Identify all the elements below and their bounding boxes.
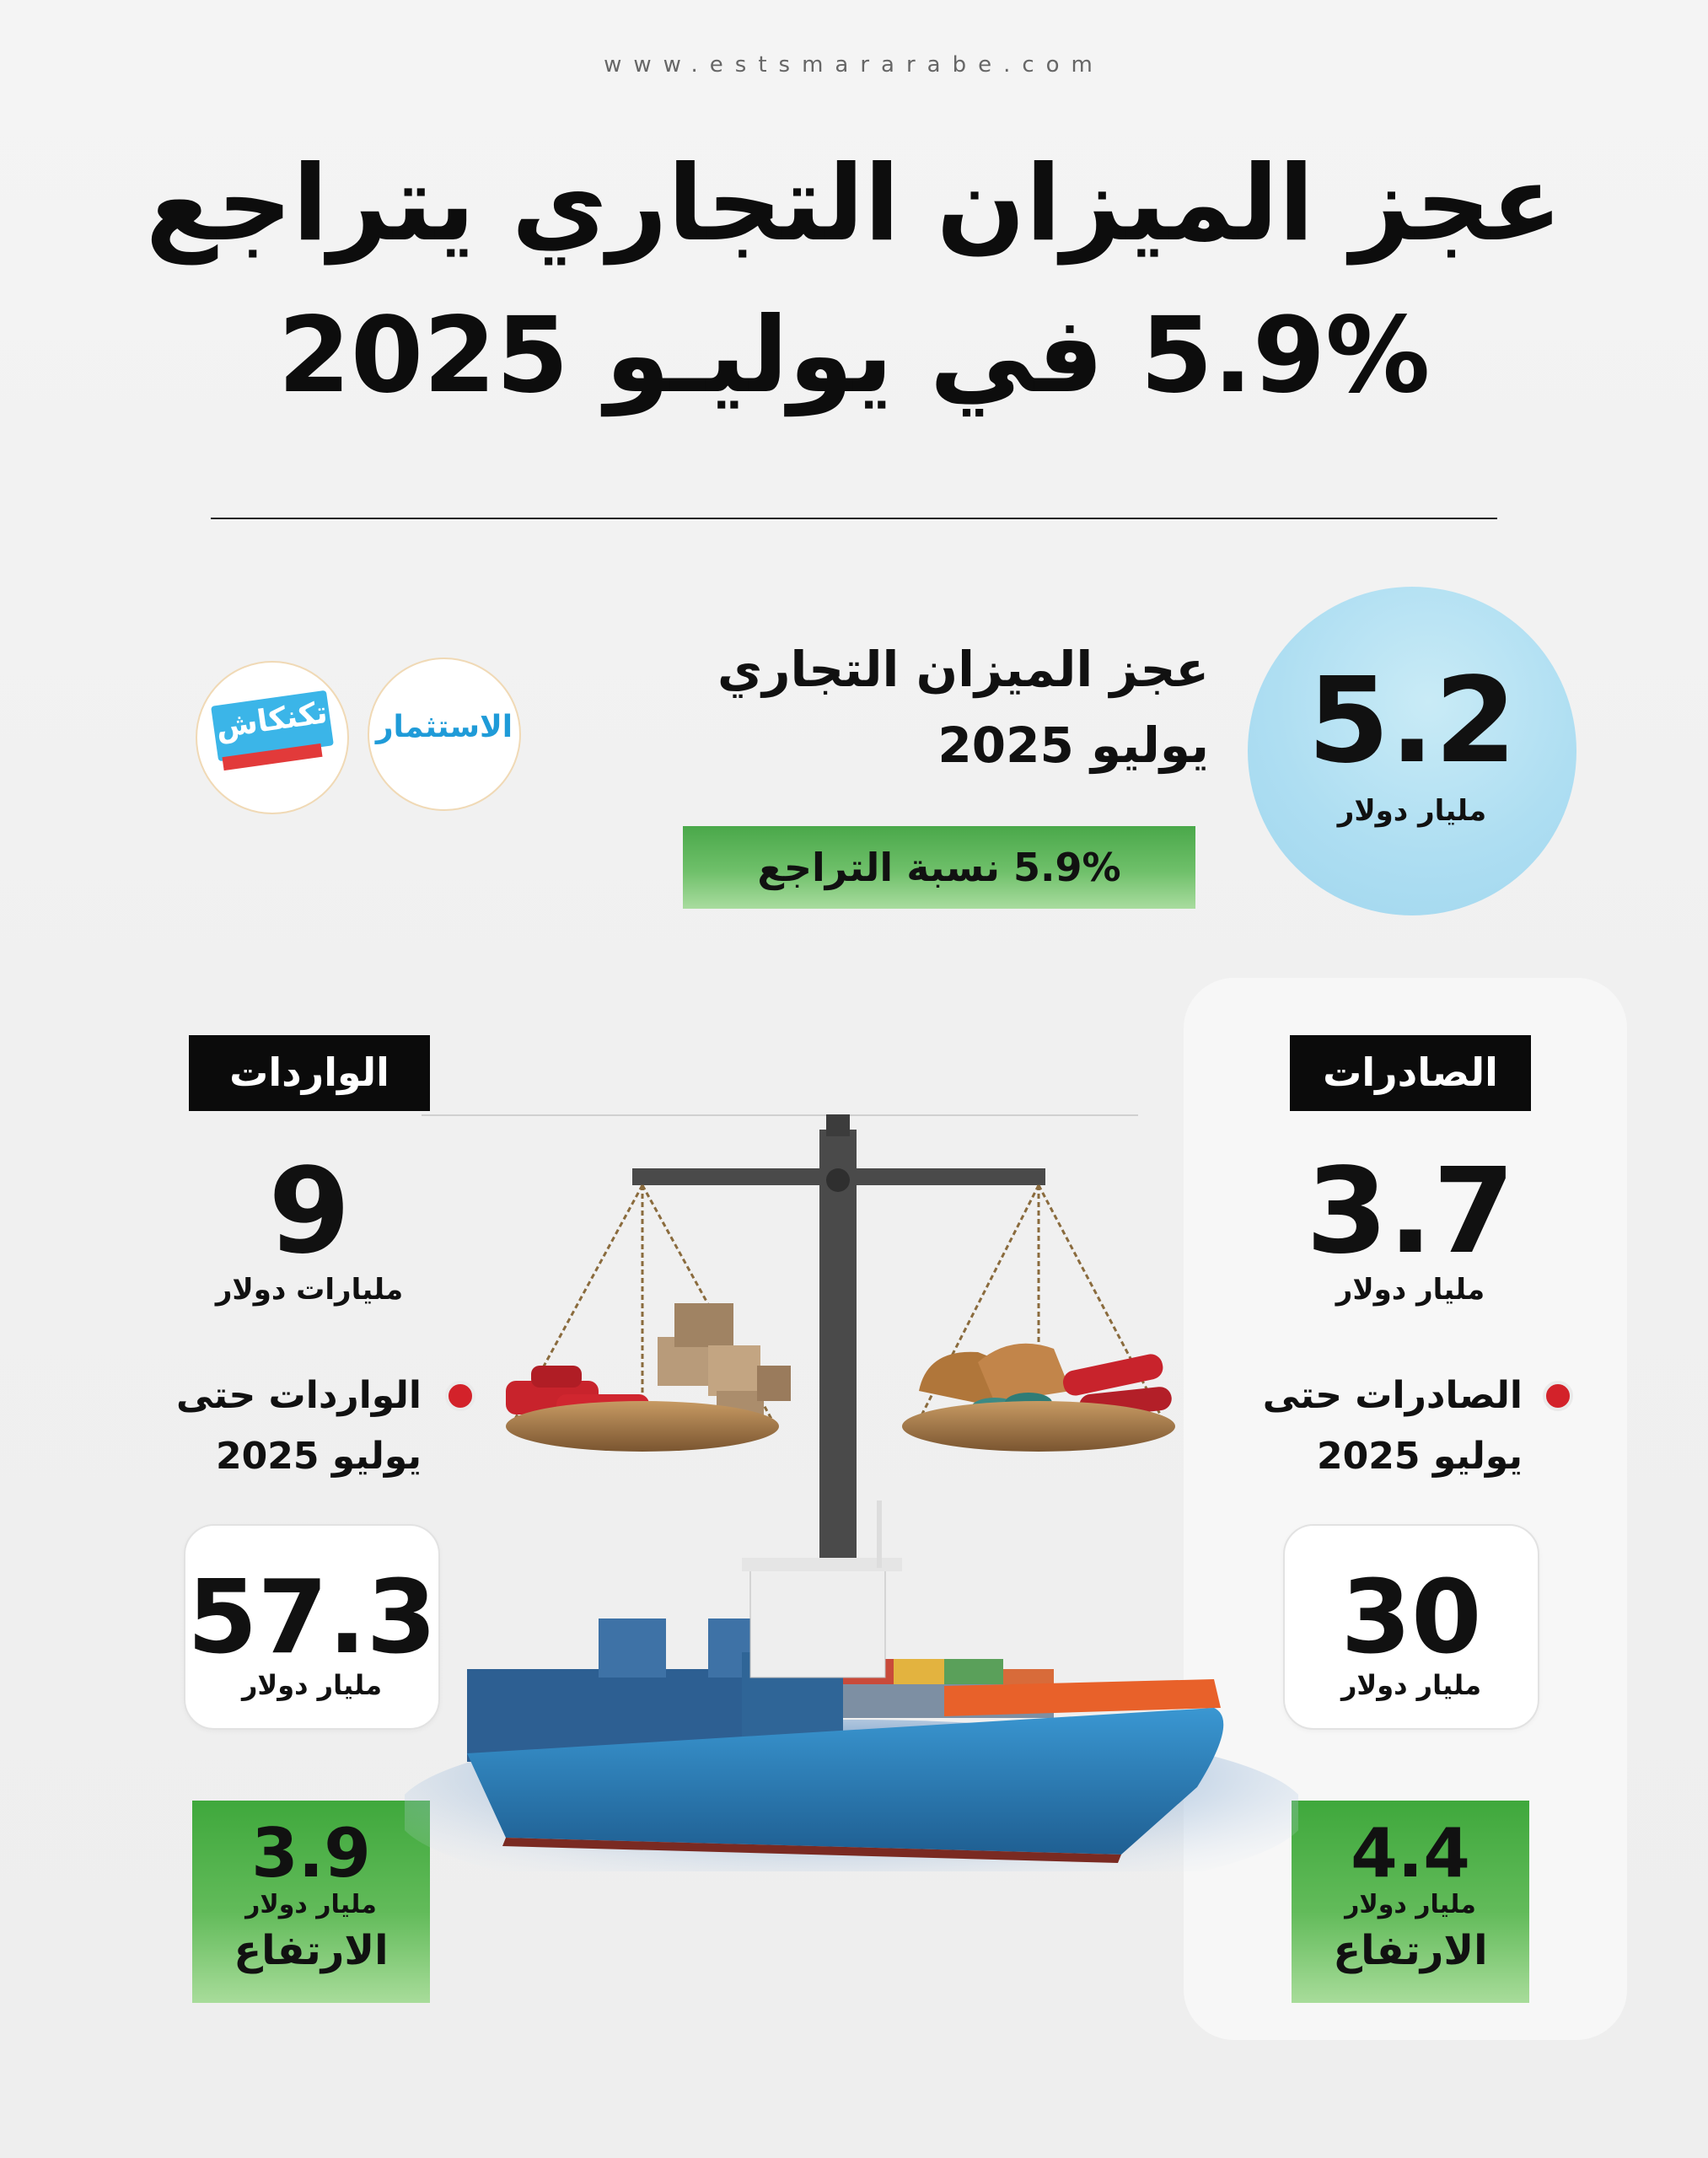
right-pan (902, 1401, 1175, 1452)
istithmar-logo-text: الاستثمار (375, 710, 513, 744)
exports-bullet-icon (1543, 1381, 1573, 1411)
imports-month-value: 9 (268, 1143, 351, 1280)
imports-rise-unit: مليار دولار (245, 1890, 377, 1919)
exports-month-unit: مليار دولار (1335, 1273, 1485, 1307)
scale-and-ship-illustration (405, 1113, 1298, 1871)
imports-rise-box (192, 1801, 430, 2003)
imports-ytd-label-line2: يوليو 2025 (216, 1435, 422, 1478)
exports-ytd-label-line1: الصادرات حتى (1262, 1374, 1523, 1417)
istithmar-logo (368, 658, 521, 811)
scale-top-cap (826, 1114, 850, 1136)
exports-rise-box (1292, 1801, 1529, 2003)
exports-ytd-unit: مليار دولار (1340, 1669, 1482, 1701)
deficit-unit: مليار دولار (1337, 794, 1487, 828)
exports-rise-label: الارتفاع (1333, 1927, 1488, 1974)
imports-ytd-label-line1: الواردات حتى (176, 1374, 422, 1417)
deficit-circle (1248, 587, 1576, 915)
imports-month-unit: مليارات دولار (215, 1273, 404, 1307)
decline-badge: 5.9% نسبة التراجع (683, 826, 1195, 909)
imports-ytd-value: 57.3 (186, 1559, 438, 1677)
exports-rise-value: 4.4 (1351, 1814, 1470, 1892)
teknocash-logo (196, 661, 349, 814)
exports-ytd-value: 30 (1340, 1559, 1482, 1677)
left-pan (506, 1401, 779, 1452)
scale-pivot (826, 1168, 850, 1192)
page-title-line-2: 5.9% في يوليـو 2025 (277, 295, 1431, 416)
teknocash-logo-text: تكنكاش (211, 690, 334, 762)
exports-rise-unit: مليار دولار (1345, 1890, 1476, 1919)
balance-scale (506, 1114, 1175, 1618)
imports-ytd-label (84, 1366, 422, 1487)
exports-tag: الصادرات (1290, 1035, 1531, 1111)
page-title-line-1: عجز الميزان التجاري يتراجع (145, 143, 1563, 265)
ship-mast (877, 1500, 882, 1568)
imports-rise-value: 3.9 (251, 1814, 371, 1892)
title-divider (211, 518, 1497, 519)
imports-ytd-card (184, 1524, 440, 1730)
deficit-period: يوليو 2025 (937, 717, 1209, 774)
ship-bridge (750, 1568, 885, 1678)
exports-ytd-card (1283, 1524, 1539, 1730)
imports-tag: الواردات (189, 1035, 430, 1111)
imports-rise-label: الارتفاع (234, 1927, 389, 1974)
exports-month-value: 3.7 (1305, 1143, 1515, 1280)
site-url: www.estsmararabe.com (604, 52, 1104, 78)
exports-ytd-label-line2: يوليو 2025 (1317, 1435, 1523, 1478)
deficit-title: عجز الميزان التجاري (717, 641, 1209, 698)
imports-ytd-unit: مليار دولار (241, 1669, 383, 1701)
deficit-value: 5.2 (1307, 652, 1517, 790)
scale-pillar (819, 1130, 857, 1618)
